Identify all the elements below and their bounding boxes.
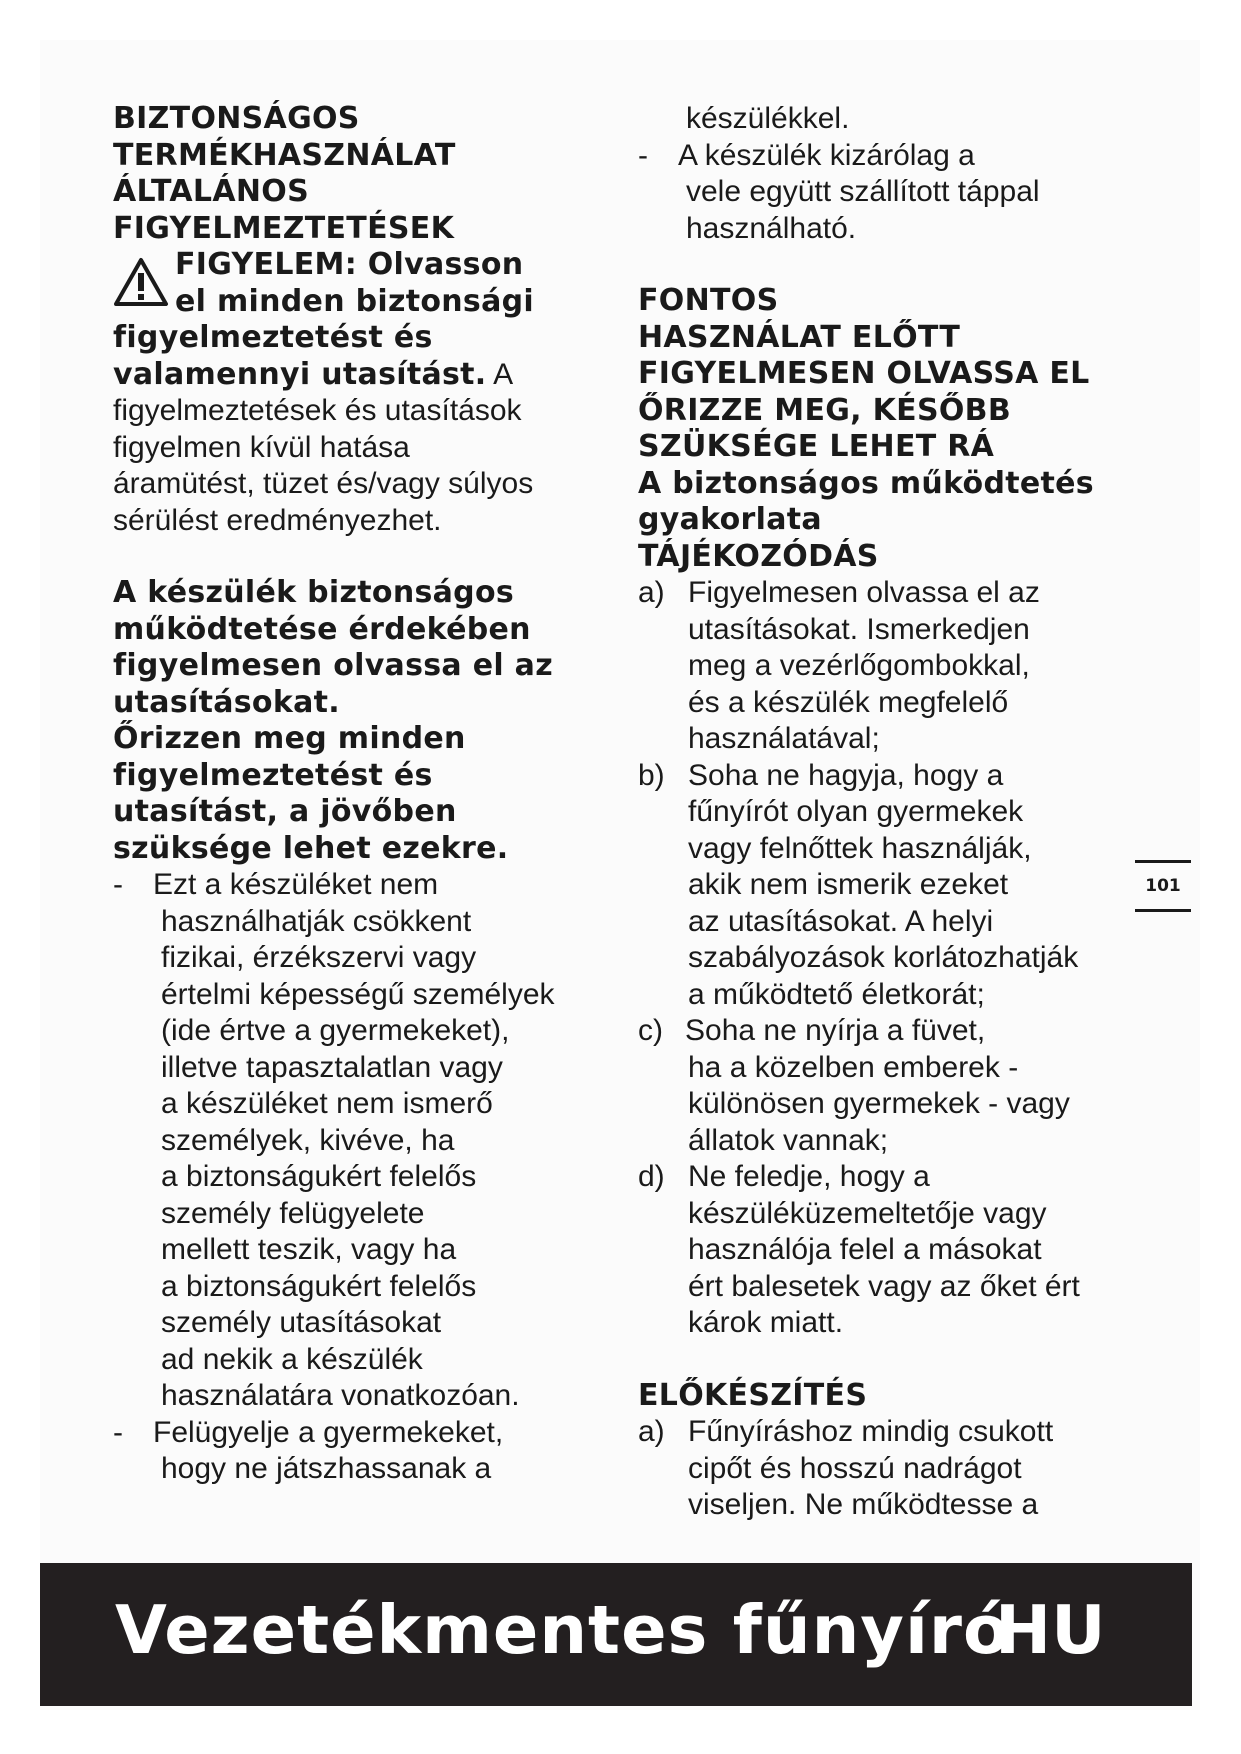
- list-item: - Ezt a készüléket nem használhatják csökkent fizikai, érzékszervi vagy értelmi képességű személyek (ide értve a gyermekeket), illetve tapasztalatlan vagy a készüléket nem ismerő személyek, kivéve, ha a biztonságukért felelős személy felügyelete mellett teszik, vagy ha a biztonságukért felelős személy utasításokat ad nekik a készülék használatára vonatkozóan.: [113, 868, 555, 1412]
- list-item: a) Figyelmesen olvassa el az utasításokat. Ismerkedjen meg a vezérlőgombokkal, és a készülék megfelelő használatával;: [638, 576, 1040, 755]
- keep-warnings-note: Őrizzen meg minden figyelmeztetést és utasítást, a jövőben szüksége lehet ezekre.: [113, 721, 509, 866]
- footer-banner: [40, 1563, 1192, 1706]
- right-column: [638, 101, 1158, 1524]
- list-item: a) Fűnyíráshoz mindig csukott cipőt és hosszú nadrágot viseljen. Ne működtesse a: [638, 1415, 1054, 1521]
- list-item: c) Soha ne nyírja a füvet, ha a közelben emberek - különösen gyermekek - vagy állatok vannak;: [638, 1014, 1070, 1157]
- list-item: d) Ne feledje, hogy a készüléküzemeltetője vagy használója felel a másokat ért balesetek vagy az őket ért károk miatt.: [638, 1160, 1080, 1339]
- preparation-heading: ELŐKÉSZÍTÉS: [638, 1377, 868, 1413]
- language-code: HU: [995, 1591, 1106, 1669]
- warning-triangle-icon: [113, 257, 169, 307]
- list-item: b) Soha ne hagyja, hogy a fűnyírót olyan gyermekek vagy felnőttek használják, akik nem ismerik ezeket az utasításokat. A helyi szabályozások korlátozhatják a működtető életkorát;: [638, 758, 1079, 1011]
- important-heading: FONTOS HASZNÁLAT ELŐTT FIGYELMESEN OLVASSA EL ŐRIZZE MEG, KÉSŐBB SZÜKSÉGE LEHET RÁ A biztonságos működtetés gyakorlata TÁJÉKOZÓDÁS: [638, 283, 1094, 574]
- footer-title: Vezetékmentes fűnyíró: [115, 1591, 1010, 1669]
- safe-operation-note: A készülék biztonságos működtetése érdekében figyelmesen olvassa el az utasításokat.: [113, 575, 553, 720]
- warning-block: FIGYELEM: Olvasson el minden biztonsági figyelmeztetést és valamennyi utasítást. A figyelmeztetések és utasítások figyelmen kívül hatása áramütést, tüzet és/vagy súlyos sérülést eredményezhet.: [113, 247, 534, 537]
- safety-heading: BIZTONSÁGOS TERMÉKHASZNÁLAT ÁLTALÁNOS FIGYELMEZTETÉSEK: [113, 101, 456, 246]
- page-number: 101: [1135, 860, 1191, 912]
- left-column: [113, 101, 603, 1488]
- continuation-text: készülékkel.: [686, 102, 850, 135]
- list-item: - A készülék kizárólag a vele együtt szállított táppal használható.: [638, 138, 1040, 245]
- list-item: - Felügyelje a gyermekeket, hogy ne játszhassanak a: [113, 1415, 504, 1485]
